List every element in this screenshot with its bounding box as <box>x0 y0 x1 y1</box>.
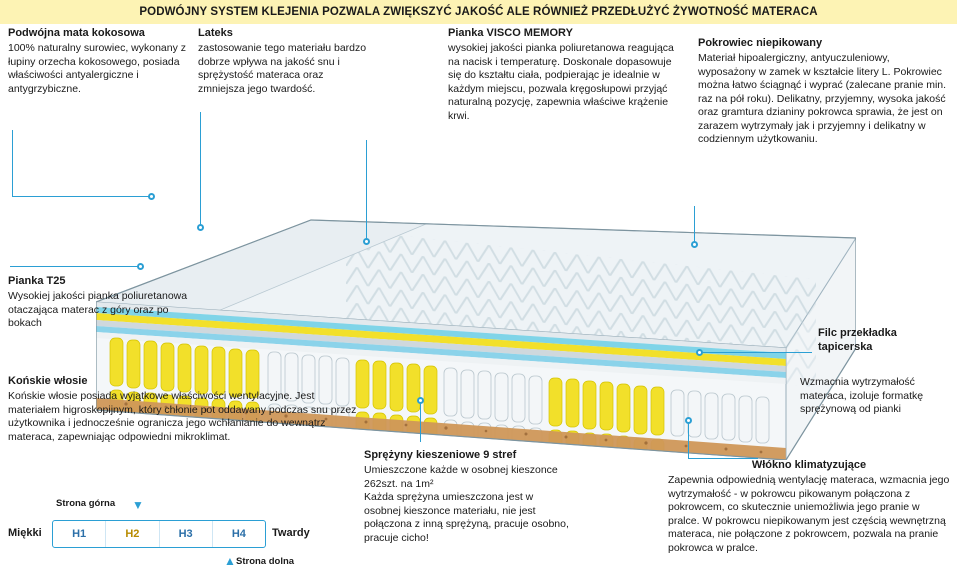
callout-pokrowiec-title: Pokrowiec niepikowany <box>698 37 823 49</box>
arrow-down-icon: ▼ <box>132 498 144 512</box>
callout-kokos <box>8 26 188 96</box>
leader-dot-wlokno <box>685 417 692 424</box>
leader-t25-h <box>10 266 140 267</box>
callout-sprezyny <box>364 448 572 545</box>
callout-konskie-body: Końskie włosie posiada wyjątkowe właściwości wentylacyjne. Jest materiałem higroskopijnym, który chłonie pot oddawany podczas snu przez użytkownika i jednocześnie ogranicza jego wchłanianie do wewnątrz materaca, zapewniając odpowiedni mikroklimat. <box>8 390 357 443</box>
callout-t25-body: Wysokiej jakości pianka poliuretanowa otaczająca materac z góry oraz po bokach <box>8 290 188 329</box>
callout-filc-body: Wzmacnia wytrzymałość materaca, izoluje formatkę sprężynową od pianki <box>800 376 924 415</box>
leader-dot-filc <box>696 349 703 356</box>
leader-dot-visco <box>363 238 370 245</box>
callout-visco-title: Pianka VISCO MEMORY <box>448 27 573 39</box>
leader-kokos-h <box>12 196 152 197</box>
callout-t25-title: Pianka T25 <box>8 275 66 287</box>
callout-konskie-title: Końskie włosie <box>8 375 88 387</box>
callout-visco <box>448 26 686 123</box>
leader-sprezyny-v <box>420 400 421 442</box>
firmness-scale[interactable] <box>52 520 266 548</box>
leader-wlokno-v <box>688 420 689 458</box>
top-banner-text: PODWÓJNY SYSTEM KLEJENIA POZWALA ZWIĘKSZYĆ JAKOŚĆ ALE RÓWNIEŻ PRZEDŁUŻYĆ ŻYWOTNOŚĆ MATERACA <box>139 6 818 18</box>
leader-kokos-v <box>12 130 13 196</box>
firmness-hard-label: Twardy <box>272 527 310 539</box>
callout-kokos-title: Podwójna mata kokosowa <box>8 27 145 39</box>
callout-pokrowiec-body: Materiał hipoalergiczny, antyuczuleniowy, wyposażony w zamek w kształcie litery L. Pokrowiec można łatwo ściągnąć i wyprać (zalecane pranie min. raz na pół roku). Delikatny, przyjemny, wysoka jakość oraz gramtura dzianiny pokrowca sprawia, że jest on zarazem wytrzymały jak i przyjemny i delikatny w codziennym użytkowaniu. <box>698 52 947 145</box>
top-banner <box>0 0 957 24</box>
callout-sprezyny-body: Umieszczone każde w osobnej kieszonce 262szt. na 1m² Każda sprężyna umieszczona jest w osobnej kieszonce materiału, nie jest połączona z inną sprężyną, pracuje osobno, pracuje cicho! <box>364 464 569 544</box>
firmness-level-h2[interactable]: H2 <box>105 521 158 547</box>
callout-wlokno <box>668 458 950 555</box>
firmness-top-label: Strona górna <box>56 498 116 509</box>
callout-sprezyny-title: Sprężyny kieszeniowe 9 stref <box>364 449 517 461</box>
callout-filc-body-wrap <box>800 376 950 417</box>
firmness-level-h4[interactable]: H4 <box>212 521 265 547</box>
leader-pokrowiec-v <box>694 206 695 244</box>
callout-filc-title: Filc przekładka tapicerska <box>818 327 897 353</box>
callout-pokrowiec <box>698 36 950 147</box>
leader-dot-pokrowiec <box>691 241 698 248</box>
callout-filc <box>818 326 950 356</box>
leader-dot-kokos <box>148 193 155 200</box>
callout-wlokno-title: Włókno klimatyzujące <box>751 459 867 471</box>
arrow-up-icon: ▲ <box>224 554 236 568</box>
callout-kokos-body: 100% naturalny surowiec, wykonany z łupiny orzecha kokosowego, posiada właściwości antyalergiczne i antygrzybiczne. <box>8 42 187 95</box>
callout-lateks-body: zastosowanie tego materiału bardzo dobrze wpływa na jakość snu i sprężystość materaca oraz zmniejsza jego twardość. <box>198 42 367 95</box>
callout-konskie <box>8 374 360 444</box>
firmness-level-h1[interactable]: H1 <box>72 528 87 540</box>
firmness-level-h3[interactable]: H3 <box>159 521 212 547</box>
callout-lateks <box>198 26 372 96</box>
leader-dot-lateks <box>197 224 204 231</box>
firmness-soft-label: Miękki <box>8 527 42 539</box>
leader-visco-v <box>366 140 367 240</box>
leader-filc-h <box>700 352 812 353</box>
leader-dot-t25 <box>137 263 144 270</box>
callout-lateks-title: Lateks <box>198 27 233 39</box>
firmness-bottom-label: Strona dolna <box>236 556 295 567</box>
callout-wlokno-body: Zapewnia odpowiednią wentylację materaca, wzmacnia jego wytrzymałość - w pokrowcu pikowanym połączona z pokrowcem, co skutecznie uniemożliwia jego pranie w pralce. W pokrowcu niepikowanym jest częścią wewnętrzną materaca, nie połączone z pokrowcem, pozwala na pranie pokrowca w pralce. <box>668 474 950 554</box>
callout-visco-body: wysokiej jakości pianka poliuretanowa reagująca na nacisk i temperaturę. Doskonale dopasowuje się do kształtu ciała, podpierając je idealnie w każdym miejscu, pozwala kręgosłupowi przyjąć naturalną pozycję, zapewnia właściwe krążenie krwi. <box>448 42 674 122</box>
leader-dot-sprezyny <box>417 397 424 404</box>
callout-t25 <box>8 274 188 331</box>
leader-lateks-v <box>200 112 201 226</box>
